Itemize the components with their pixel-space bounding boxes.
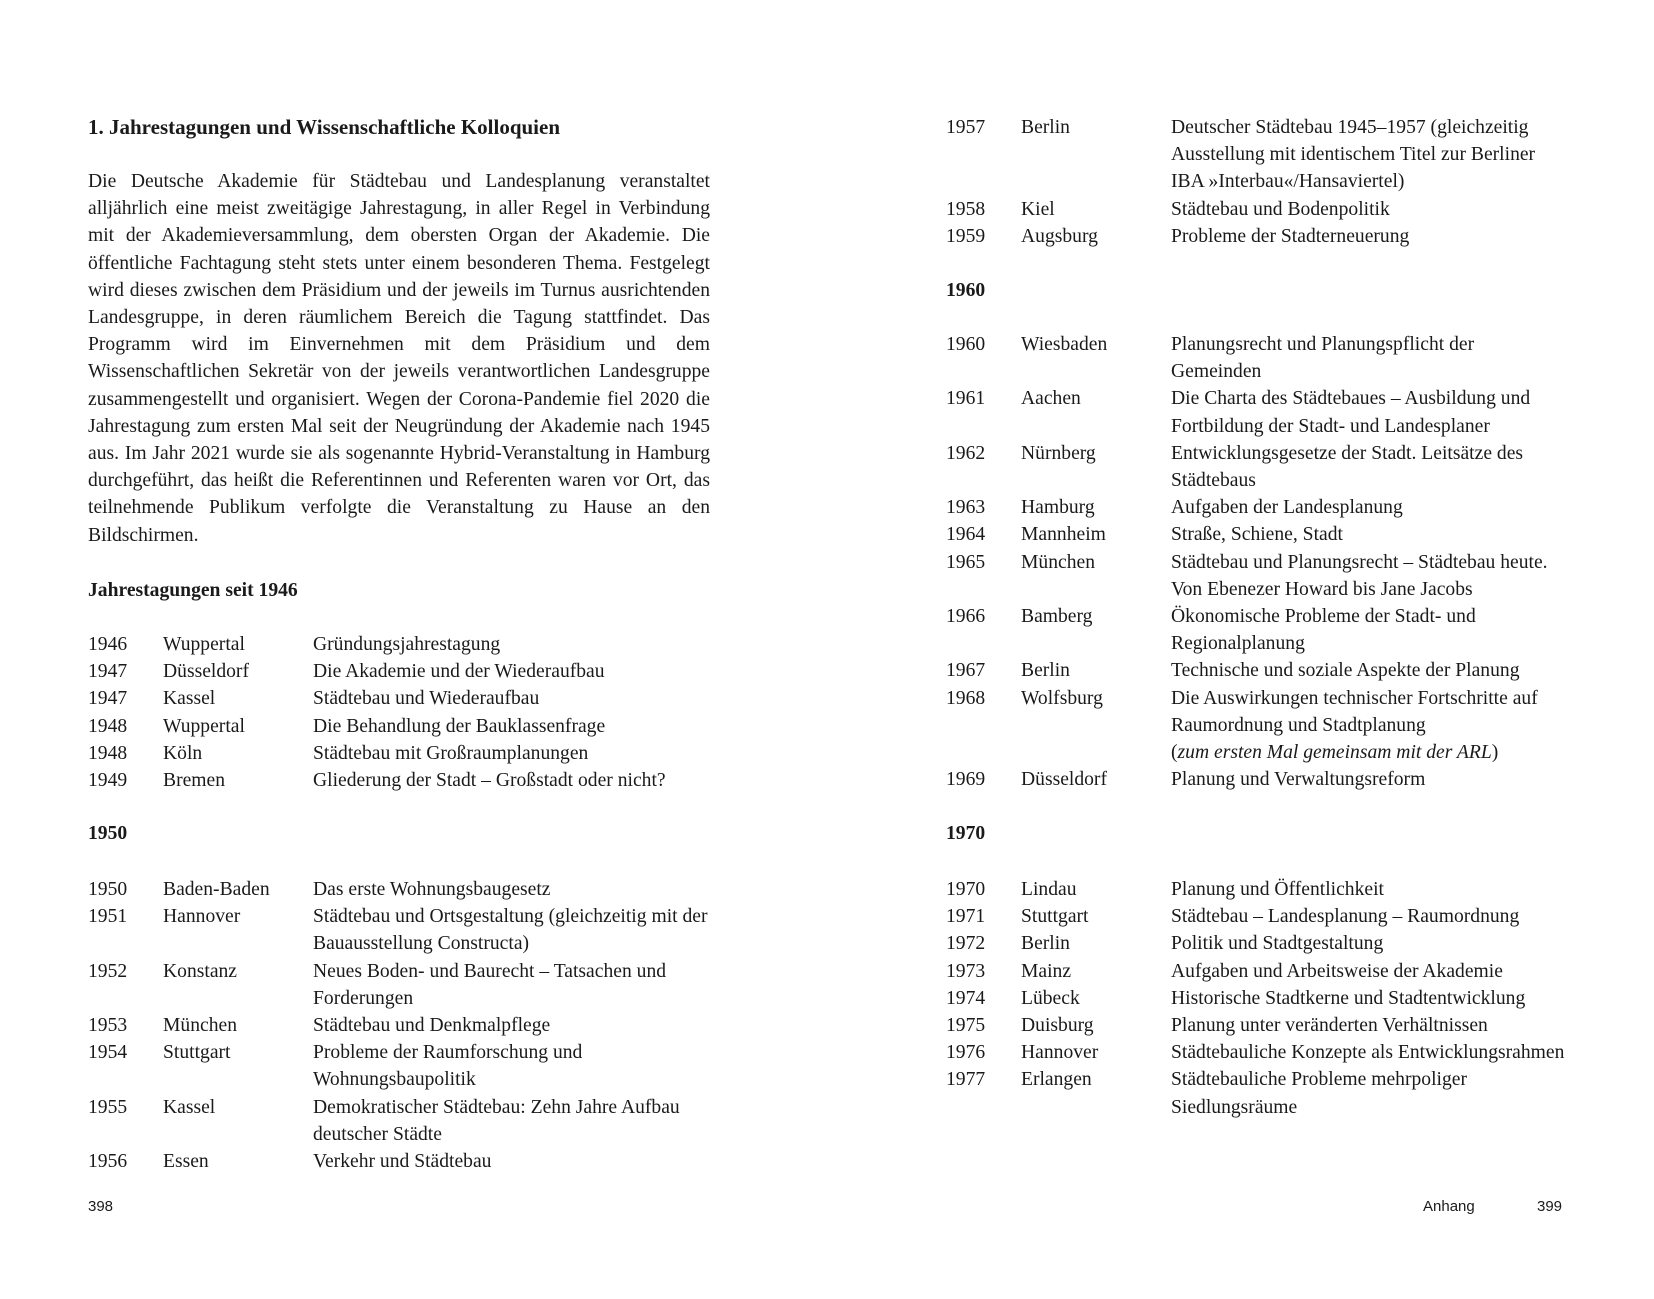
entry-topic: Planung unter veränderten Verhältnissen [1171,1015,1488,1037]
entry-topic: Die Behandlung der Bauklassenfrage [313,715,606,737]
entry-city: Essen [163,1151,209,1173]
entry-city: Lübeck [1021,987,1080,1009]
entry-year: 1956 [88,1151,128,1173]
table-row [946,440,1566,494]
entry-topic [1171,685,1566,767]
entry-city: Berlin [1021,660,1070,682]
entry-city: Lindau [1021,879,1077,900]
entry-city: Wuppertal [163,715,245,737]
entry-year: 1957 [946,117,986,138]
table-row [946,603,1566,657]
entry-topic: Gründungsjahrestagung [313,634,501,655]
table-row [88,740,708,767]
table-row [946,549,1566,603]
entry-year: 1958 [946,198,986,220]
table-row [946,114,1566,196]
table-row [946,1012,1566,1039]
entry-topic: Probleme der Stadterneuerung [1171,225,1410,247]
table-row [88,1012,708,1039]
table-row [88,958,708,1012]
entry-topic: Probleme der Raumforschung und Wohnungsbaupolitik [313,1042,583,1091]
entry-topic: Städtebau und Ortsgestaltung (gleichzeitig mit der Bauausstellung Constructa) [313,906,708,955]
table-row [946,958,1566,985]
entry-city: Düsseldorf [163,661,249,683]
entry-year: 1947 [88,688,128,710]
entry-city: Köln [163,742,203,764]
entry-city: Stuttgart [1021,906,1089,928]
table-row [88,713,708,740]
entry-year: 1976 [946,1042,986,1064]
entry-city: Berlin [1021,117,1070,138]
table-row [88,1039,708,1093]
table-row [946,685,1566,767]
entry-year: 1970 [946,879,986,900]
left-page [88,0,712,1299]
table-row [946,903,1566,930]
entry-city: Kassel [163,688,216,710]
entry-topic: Technische und soziale Aspekte der Planung [1171,660,1520,682]
entry-year: 1966 [946,606,986,628]
table-row [88,767,708,794]
entry-year: 1965 [946,551,986,573]
table-row [946,521,1566,548]
running-head: Anhang [1423,1198,1475,1215]
entry-city: Mannheim [1021,524,1106,546]
table-row [946,1039,1566,1066]
entry-topic: Das erste Wohnungsbaugesetz [313,879,551,900]
entries-list-1950s-cont [946,114,1566,250]
table-row [88,658,708,685]
entry-city: Wuppertal [163,634,245,655]
entry-city: Duisburg [1021,1015,1094,1037]
entry-year: 1962 [946,442,986,464]
entry-year: 1960 [946,334,986,355]
table-row [946,930,1566,957]
entry-topic: Städtebau und Wiederaufbau [313,688,540,710]
entry-city: Wiesbaden [1021,334,1108,355]
right-page [946,0,1566,1299]
page-number-left: 398 [88,1198,114,1215]
entries-list-1960s [946,331,1566,793]
entry-year: 1946 [88,634,128,655]
entries-list-1950s [88,876,708,1175]
entry-note: zum ersten Mal gemeinsam mit der ARL [1177,742,1492,764]
entry-year: 1972 [946,933,986,955]
entry-topic: Historische Stadtkerne und Stadtentwicklung [1171,987,1526,1009]
entry-city: Hannover [1021,1042,1099,1064]
table-row [946,196,1566,223]
entry-city: Konstanz [163,960,238,982]
entry-city: Hamburg [1021,497,1095,519]
entry-topic: Verkehr und Städtebau [313,1151,492,1173]
table-row [88,876,708,903]
entry-note-open: ( [1171,742,1178,764]
entry-topic: Entwicklungsgesetze der Stadt. Leitsätze des Städtebaus [1171,442,1524,492]
table-row [88,685,708,712]
section-heading: 1. Jahrestagungen und Wissenschaftliche Kolloquien [88,115,561,139]
entry-topic: Neues Boden- und Baurecht – Tatsachen und Forderungen [313,960,667,1009]
entry-topic: Demokratischer Städtebau: Zehn Jahre Aufbau deutscher Städte [313,1096,680,1145]
entry-topic: Ökonomische Probleme der Stadt- und Regionalplanung [1171,606,1476,655]
entry-year: 1952 [88,960,128,982]
entry-topic: Aufgaben und Arbeitsweise der Akademie [1171,960,1503,982]
entry-year: 1974 [946,987,986,1009]
entry-year: 1951 [88,906,128,928]
entry-city: Erlangen [1021,1069,1092,1091]
entry-year: 1947 [88,661,128,683]
entry-city: Düsseldorf [1021,769,1107,791]
entry-topic: Städtebau mit Großraumplanungen [313,742,589,764]
decade-heading-1950: 1950 [88,823,128,844]
entry-year: 1969 [946,769,986,791]
entry-year: 1948 [88,715,128,737]
decade-heading-1970: 1970 [946,823,986,844]
entry-city: Hannover [163,906,241,928]
entry-year: 1950 [88,879,128,900]
table-row [946,876,1566,903]
entry-topic: Städtebau – Landesplanung – Raumordnung [1171,906,1520,928]
entry-topic: Planung und Öffentlichkeit [1171,879,1384,900]
entry-city: Augsburg [1021,225,1098,247]
table-row [946,766,1566,793]
entry-topic: Städtebau und Planungsrecht – Städtebau heute. Von Ebenezer Howard bis Jane Jacobs [1171,551,1548,600]
entry-topic: Politik und Stadtgestaltung [1171,933,1384,955]
entries-list-1970s [946,876,1566,1121]
entry-topic: Aufgaben der Landesplanung [1171,497,1403,519]
entry-city: Baden-Baden [163,879,270,900]
entry-topic: Die Akademie und der Wiederaufbau [313,661,605,683]
entry-topic: Städtebauliche Probleme mehrpoliger Siedlungsräume [1171,1069,1467,1118]
page-number-right: 399 [1537,1198,1563,1215]
table-row [946,331,1566,385]
table-row [946,494,1566,521]
subheading: Jahrestagungen seit 1946 [88,580,298,601]
table-row [946,985,1566,1012]
entry-topic: Planung und Verwaltungsreform [1171,769,1426,791]
entry-city: Mainz [1021,960,1072,982]
entry-topic: Städtebauliche Konzepte als Entwicklungsrahmen [1171,1042,1565,1064]
table-row [946,385,1566,439]
entry-city: Stuttgart [163,1042,231,1064]
entry-topic: Planungsrecht und Planungspflicht der Gemeinden [1171,334,1475,383]
entry-city: Bremen [163,770,226,792]
table-row [88,1094,708,1148]
entry-city: Aachen [1021,388,1081,410]
entry-year: 1977 [946,1069,986,1091]
entry-city: München [1021,551,1096,573]
entry-year: 1973 [946,960,986,982]
entry-year: 1967 [946,660,986,682]
entry-year: 1959 [946,225,986,247]
entry-year: 1949 [88,770,128,792]
entry-topic: Deutscher Städtebau 1945–1957 (gleichzeitig Ausstellung mit identischem Titel zur Berliner IBA »Interbau«/Hansaviertel) [1171,117,1536,193]
decade-heading-1960: 1960 [946,280,986,301]
entry-city: Berlin [1021,933,1070,955]
table-row [946,223,1566,250]
intro-paragraph: Die Deutsche Akademie für Städtebau und Landesplanung veranstaltet alljährlich eine meist zweitägige Jahrestagung, in aller Regel in Verbindung mit der Akademieversammlung, dem obersten Organ der Akademie. Die öffentliche Fachtagung steht stets unter einem besonderen Thema. Festgelegt wird dieses zwischen dem Präsidium und der jeweils im Turnus ausrichtenden Landesgruppe, in deren räumlichem Bereich die Tagung stattfindet. Das Programm wird im Einvernehmen mit dem Präsidium und dem Wissenschaftlichen Sekretär von der jeweils verantwortlichen Landesgruppe zusammengestellt und organisiert. Wegen der Corona-Pandemie fiel 2020 die Jahrestagung zum ersten Mal seit der Neugründung der Akademie nach 1945 aus. Im Jahr 2021 wurde sie als sogenannte Hybrid-Veranstaltung in Hamburg durchgeführt, das heißt die Referentinnen und Referenten waren vor Ort, das teilnehmende Publikum verfolgte die Veranstaltung zu Hause an den Bildschirmen. [88,171,710,546]
entry-year: 1964 [946,524,986,546]
table-row [946,657,1566,684]
entry-topic: Städtebau und Bodenpolitik [1171,198,1390,220]
entry-year: 1975 [946,1015,986,1037]
entries-list-1940s [88,631,708,794]
entry-year: 1971 [946,906,986,928]
entry-topic-text: Die Auswirkungen technischer Fortschritte auf Raumordnung und Stadtplanung [1171,687,1538,736]
entry-city: Nürnberg [1021,442,1096,464]
entry-topic: Städtebau und Denkmalpflege [313,1015,551,1037]
entry-year: 1953 [88,1015,128,1037]
entry-note-close: ) [1491,742,1499,764]
table-row [88,1148,708,1175]
entry-year: 1948 [88,742,128,764]
entry-topic: Gliederung der Stadt – Großstadt oder nicht? [313,770,666,792]
entry-topic: Die Charta des Städtebaues – Ausbildung und Fortbildung der Stadt- und Landesplaner [1171,388,1531,437]
entry-year: 1963 [946,497,986,519]
table-row [88,903,708,957]
entry-year: 1955 [88,1096,128,1118]
entry-year: 1961 [946,388,986,410]
table-row [88,631,708,658]
entry-year: 1954 [88,1042,128,1064]
entry-city: Kassel [163,1096,216,1118]
entry-city: Kiel [1021,198,1055,220]
entry-year: 1968 [946,687,986,709]
table-row [946,1066,1566,1120]
entry-topic: Straße, Schiene, Stadt [1171,524,1343,546]
entry-city: Bamberg [1021,606,1093,628]
entry-city: Wolfsburg [1021,687,1103,709]
entry-city: München [163,1015,238,1037]
